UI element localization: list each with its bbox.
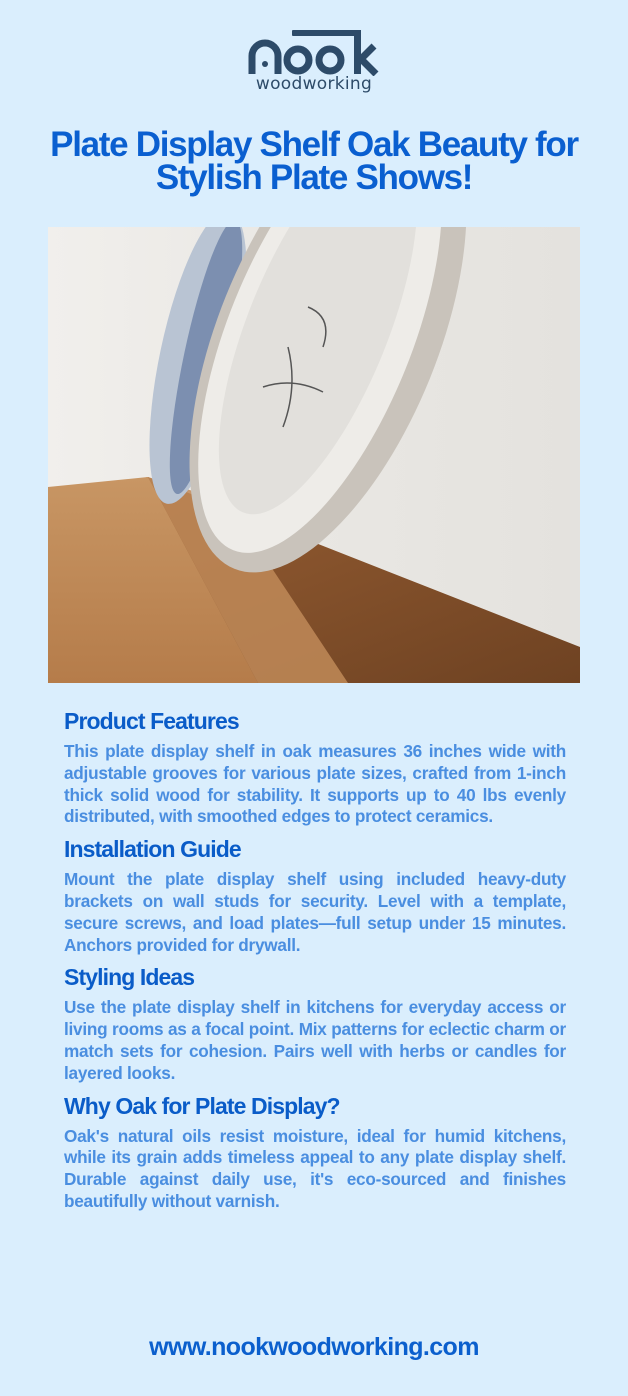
photo-image-icon <box>48 227 580 683</box>
logo-subtitle: woodworking <box>255 74 373 94</box>
section-body: This plate display shelf in oak measures 36 inches wide with adjustable grooves for various plate sizes, crafted from 1-inch thick solid wood for stability. It supports up to 40 lbs evenly distributed, with smoothed edges to protect ceramics. <box>64 741 566 827</box>
section-body: Use the plate display shelf in kitchens for everyday access or living rooms as a focal point. Mix patterns for eclectic charm or match sets for cohesion. Pairs well with herbs or candles for layered looks. <box>64 997 566 1083</box>
website-link[interactable]: www.nookwoodworking.com <box>149 1333 479 1361</box>
section-body: Oak's natural oils resist moisture, ideal for humid kitchens, while its grain adds timeless appeal to any plate display shelf. Durable against daily use, it's eco-sourced and finishes beautifully without varnish. <box>64 1125 566 1211</box>
section-product-features <box>64 706 566 828</box>
section-heading: Styling Ideas <box>64 964 195 991</box>
section-heading: Why Oak for Plate Display? <box>64 1092 340 1119</box>
section-installation-guide <box>64 834 566 956</box>
section-heading: Product Features <box>64 708 239 734</box>
section-heading: Installation Guide <box>64 836 241 863</box>
page-title: Plate Display Shelf Oak Beauty for Stylish Plate Shows! <box>50 125 578 197</box>
nook-logo-icon <box>248 26 380 76</box>
brand-logo <box>0 26 628 94</box>
section-styling-ideas <box>64 962 566 1084</box>
section-body: Mount the plate display shelf using included heavy-duty brackets on wall studs for security. Level with a template, secure screws, and load plates—full setup under 15 minutes. Anchors provided for drywall. <box>64 869 566 955</box>
section-why-oak <box>64 1091 566 1213</box>
hero-photo <box>48 227 580 683</box>
content-sections <box>64 706 566 1213</box>
